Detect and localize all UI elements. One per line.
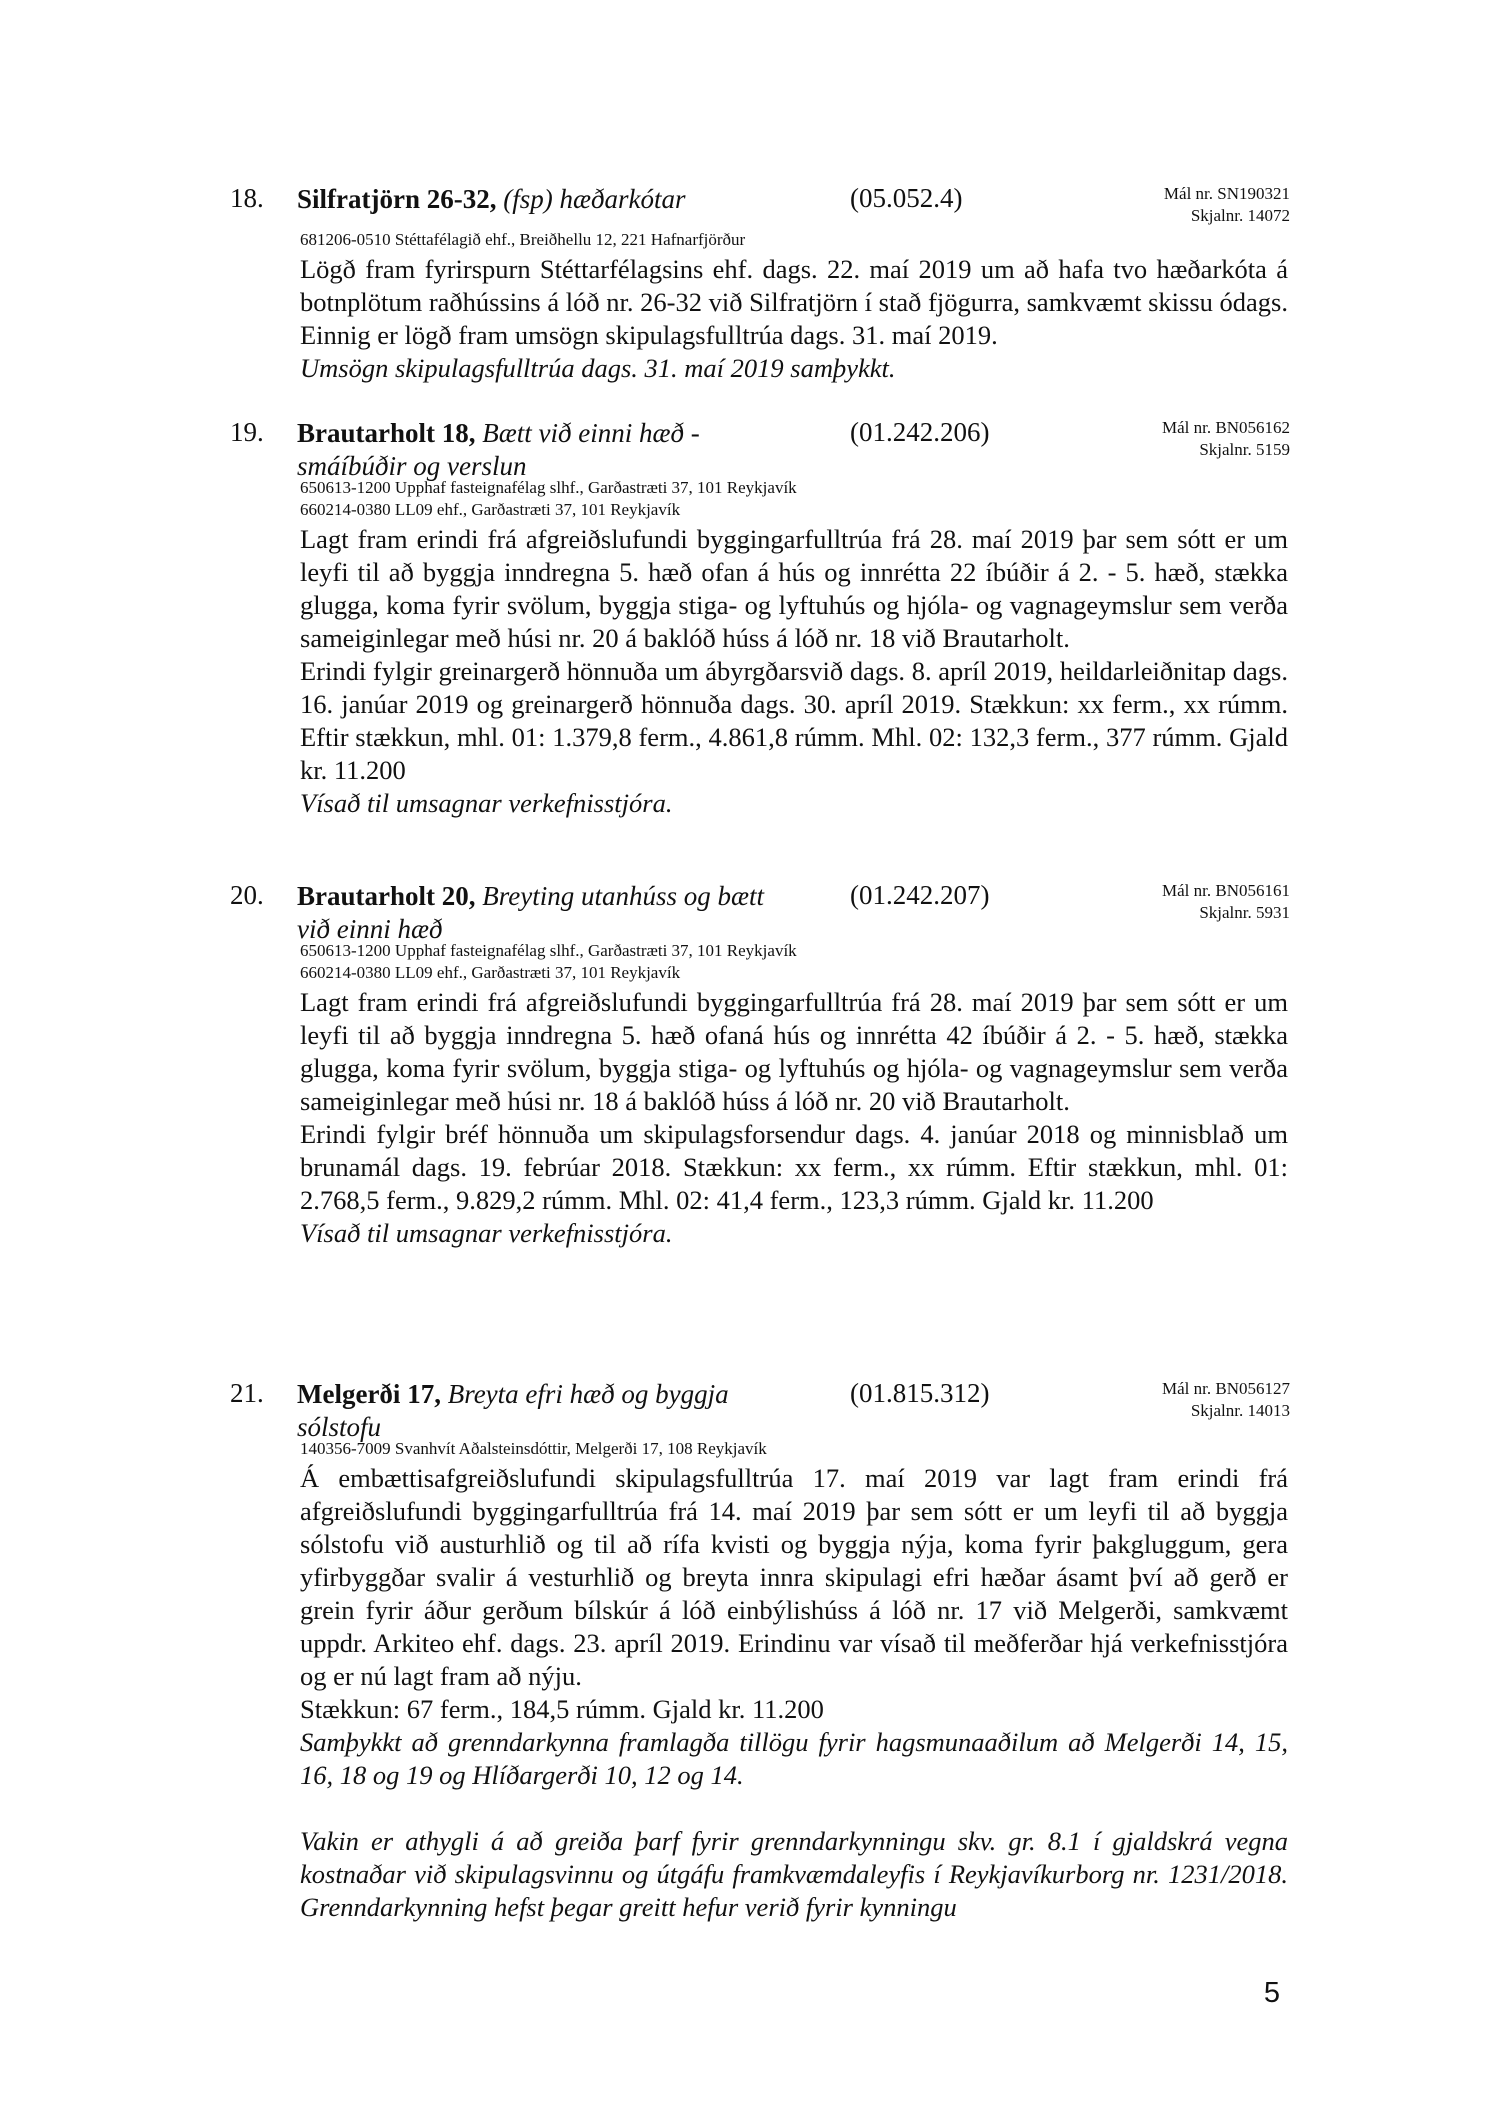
- item-title: [297, 880, 797, 946]
- document-number: Skjalnr. 14013: [1190, 1401, 1290, 1420]
- item-paragraph: Lögð fram fyrirspurn Stéttarfélagsins ehf. dags. 22. maí 2019 um að hafa tvo hæðarkóta á botnplötum raðhússins á lóð nr. 26-32 við Silfratjörn í stað fjögurra, samkvæmt skissu ódags. Einnig er lögð fram umsögn skipulagsfulltrúa dags. 31. maí 2019.: [300, 254, 1288, 350]
- item-number: 19.: [230, 417, 264, 447]
- item-title: [297, 1378, 797, 1444]
- case-number: Mál nr. BN056161: [1162, 881, 1290, 900]
- item-notice: Vakin er athygli á að greiða þarf fyrir grenndarkynningu skv. gr. 8.1 í gjaldskrá vegna kostnaðar við skipulagsvinnu og útgáfu framkvæmdaleyfis í Reykjavíkurborg nr. 1231/2018. Grenndarkynning hefst þegar greitt hefur verið fyrir kynningu: [300, 1826, 1288, 1922]
- case-number: Mál nr. SN190321: [1163, 184, 1290, 203]
- item-subject: Breyta efri hæð og byggja sólstofu: [297, 1379, 729, 1442]
- item-paragraph: Stækkun: 67 ferm., 184,5 rúmm. Gjald kr. 11.200: [300, 1694, 824, 1724]
- item-address: Silfratjörn 26-32,: [297, 184, 497, 214]
- item-body: [300, 523, 1288, 820]
- item-paragraph: Á embættisafgreiðslufundi skipulagsfulltrúa 17. maí 2019 var lagt fram erindi frá afgreiðslufundi byggingarfulltrúa frá 14. maí 2019 þar sem sótt er um leyfi til að byggja sólstofu við austurhlið og til að rífa kvisti og byggja nýja, koma fyrir þakgluggum, gera yfirbyggðar svalir á vesturhlið og breyta innra skipulagi efri hæðar ásamt því að gerð er grein fyrir áður gerðum bílskúr á lóð einbýlishúss á lóð nr. 17 við Melgerði, samkvæmt uppdr. Arkiteo ehf. dags. 23. apríl 2019. Erindinu var vísað til meðferðar hjá verkefnisstjóra og er nú lagt fram að nýju.: [300, 1463, 1288, 1691]
- case-numbers: [1162, 880, 1290, 924]
- document-number: Skjalnr. 5931: [1199, 903, 1290, 922]
- applicant-list: [300, 477, 797, 521]
- document-number: Skjalnr. 14072: [1190, 206, 1290, 225]
- applicant: 660214-0380 LL09 ehf., Garðastræti 37, 101 Reykjavík: [300, 963, 681, 982]
- case-number: Mál nr. BN056127: [1162, 1379, 1290, 1398]
- document-number: Skjalnr. 5159: [1199, 440, 1290, 459]
- item-address: Melgerði 17,: [297, 1379, 441, 1409]
- agenda-item-19: [230, 417, 1290, 847]
- item-decision: Samþykkt að grenndarkynna framlagða tillögu fyrir hagsmunaaðilum að Melgerði 14, 15, 16, 18 og 19 og Hlíðargerði 10, 12 og 14.: [300, 1727, 1288, 1790]
- applicant: 140356-7009 Svanhvít Aðalsteinsdóttir, Melgerði 17, 108 Reykjavík: [300, 1439, 767, 1458]
- item-paragraph: Lagt fram erindi frá afgreiðslufundi byggingarfulltrúa frá 28. maí 2019 þar sem sótt er um leyfi til að byggja inndregna 5. hæð ofaná hús og innrétta 42 íbúðir á 2. - 5. hæð, stækka glugga, koma fyrir svölum, byggja stiga- og lyftuhús og hjóla- og vagnageymslur sem verða sameiginlegar með húsi nr. 18 á baklóð húss á lóð nr. 20 við Brautarholt.: [300, 987, 1288, 1116]
- item-number: 18.: [230, 183, 264, 213]
- applicant: 650613-1200 Upphaf fasteignafélag slhf., Garðastræti 37, 101 Reykjavík: [300, 941, 797, 960]
- item-paragraph: Lagt fram erindi frá afgreiðslufundi byggingarfulltrúa frá 28. maí 2019 þar sem sótt er um leyfi til að byggja inndregna 5. hæð ofan á hús og innrétta 22 íbúðir á 2. - 5. hæð, stækka glugga, koma fyrir svölum, byggja stiga- og lyftuhús og hjóla- og vagnageymslur sem verða sameiginlegar með húsi nr. 20 á baklóð húss á lóð nr. 18 við Brautarholt.: [300, 524, 1288, 653]
- item-address: Brautarholt 20,: [297, 881, 476, 911]
- case-numbers: [1164, 183, 1290, 227]
- item-land-code: (01.815.312): [850, 1378, 990, 1408]
- item-land-code: (01.242.206): [850, 417, 990, 447]
- item-decision: Vísað til umsagnar verkefnisstjóra.: [300, 788, 673, 818]
- applicant-list: [300, 940, 797, 984]
- case-numbers: [1162, 417, 1290, 461]
- item-decision: Umsögn skipulagsfulltrúa dags. 31. maí 2019 samþykkt.: [300, 353, 896, 383]
- item-paragraph: Erindi fylgir greinargerð hönnuða um ábyrgðarsvið dags. 8. apríl 2019, heildarleiðnitap dags. 16. janúar 2019 og greinargerð hönnuða dags. 30. apríl 2019. Stækkun: xx ferm., xx rúmm. Eftir stækkun, mhl. 01: 1.379,8 ferm., 4.861,8 rúmm. Mhl. 02: 132,3 ferm., 377 rúmm. Gjald kr. 11.200: [300, 656, 1288, 785]
- applicant-list: [300, 229, 745, 251]
- agenda-item-18: [230, 183, 1290, 383]
- item-title: [297, 417, 797, 483]
- item-number: 20.: [230, 880, 264, 910]
- item-body: [300, 1462, 1288, 1924]
- item-title: [297, 183, 797, 216]
- item-subject: Bætt við einni hæð - smáíbúðir og verslun: [297, 418, 700, 481]
- applicant: 650613-1200 Upphaf fasteignafélag slhf., Garðastræti 37, 101 Reykjavík: [300, 478, 797, 497]
- item-decision: Vísað til umsagnar verkefnisstjóra.: [300, 1218, 673, 1248]
- agenda-item-21: [230, 1378, 1290, 1922]
- applicant: 681206-0510 Stéttafélagið ehf., Breiðhellu 12, 221 Hafnarfjörður: [300, 230, 746, 249]
- item-body: [300, 253, 1288, 385]
- applicant: 660214-0380 LL09 ehf., Garðastræti 37, 101 Reykjavík: [300, 500, 681, 519]
- item-number: 21.: [230, 1378, 264, 1408]
- item-land-code: (05.052.4): [850, 183, 963, 213]
- case-number: Mál nr. BN056162: [1162, 418, 1290, 437]
- item-paragraph: Erindi fylgir bréf hönnuða um skipulagsforsendur dags. 4. janúar 2018 og minnisblað um brunamál dags. 19. febrúar 2018. Stækkun: xx ferm., xx rúmm. Eftir stækkun, mhl. 01: 2.768,5 ferm., 9.829,2 rúmm. Mhl. 02: 41,4 ferm., 123,3 rúmm. Gjald kr. 11.200: [300, 1119, 1288, 1215]
- item-body: [300, 986, 1288, 1250]
- applicant-list: [300, 1438, 767, 1460]
- page-number: 5: [1263, 1977, 1280, 2009]
- item-subject: (fsp) hæðarkótar: [503, 184, 686, 214]
- item-address: Brautarholt 18,: [297, 418, 476, 448]
- agenda-item-20: [230, 880, 1290, 1310]
- item-land-code: (01.242.207): [850, 880, 990, 910]
- case-numbers: [1162, 1378, 1290, 1422]
- item-subject: Breyting utanhúss og bætt við einni hæð: [297, 881, 764, 944]
